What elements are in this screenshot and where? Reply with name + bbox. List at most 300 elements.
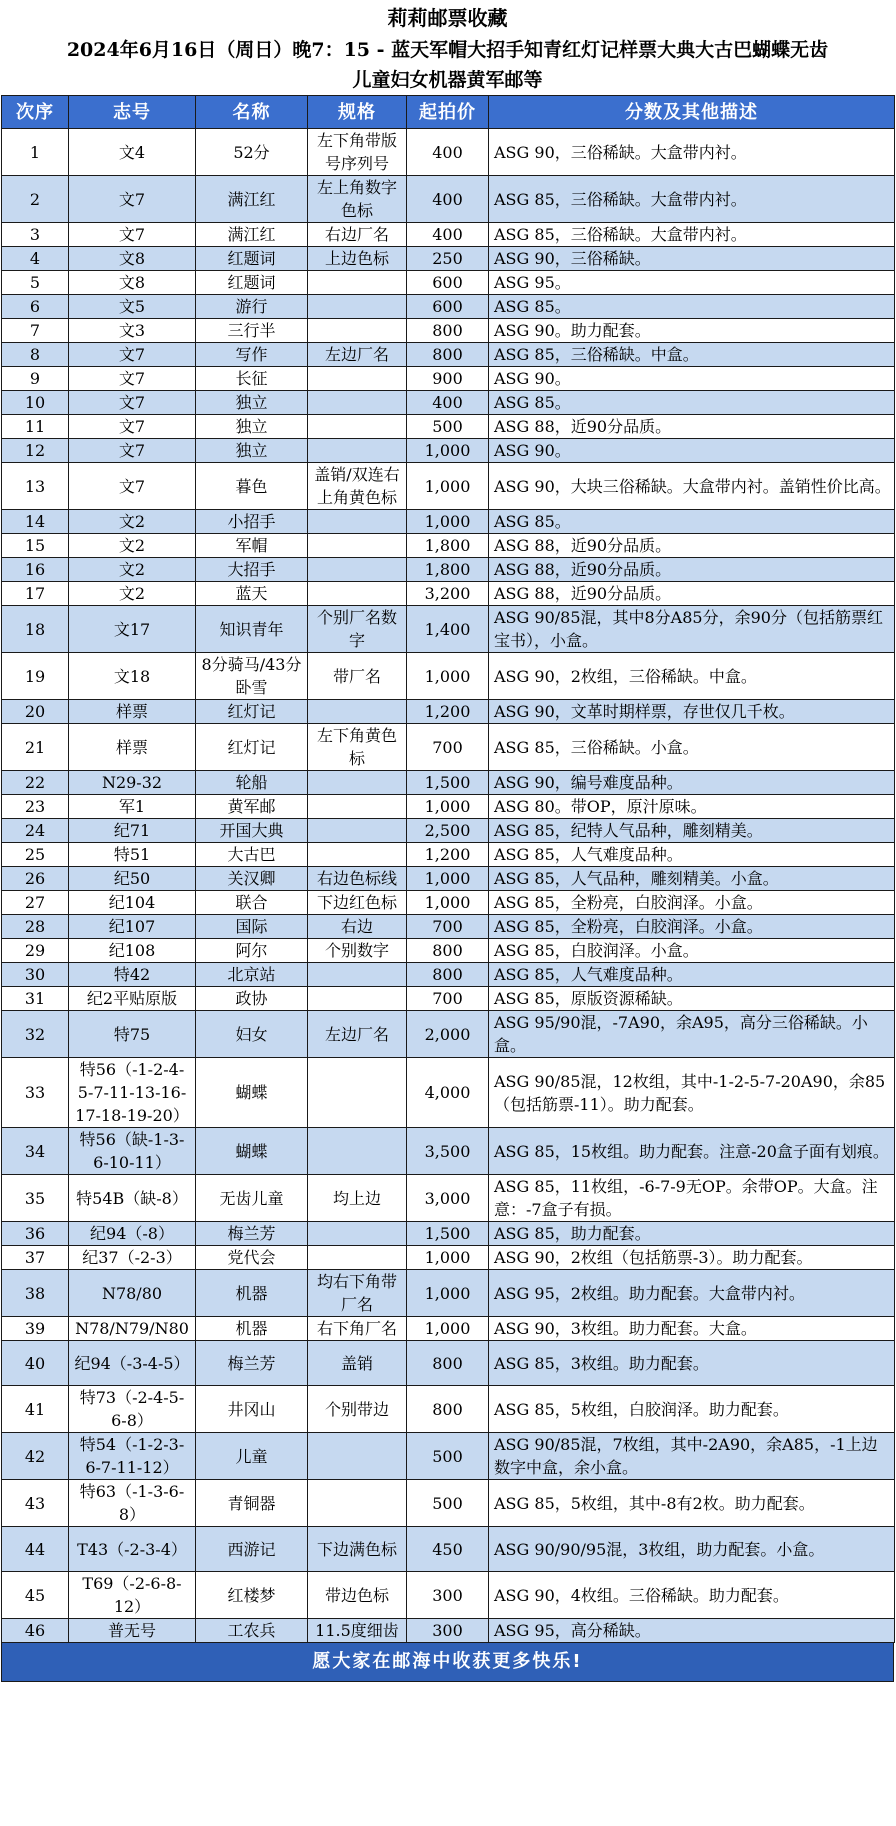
cell-description: ASG 95/90混，-7A90，余A95，高分三俗稀缺。小盒。 — [489, 1011, 895, 1058]
table-row — [2, 606, 895, 653]
cell-description: ASG 85，人气品种，雕刻精美。小盒。 — [489, 867, 895, 891]
cell-catalog-no: 特56（-1-2-4-5-7-11-13-16-17-18-19-20） — [69, 1058, 196, 1128]
cell-spec — [308, 319, 407, 343]
cell-catalog-no: 文7 — [69, 343, 196, 367]
cell-order: 14 — [2, 510, 69, 534]
cell-catalog-no: 特51 — [69, 843, 196, 867]
cell-order: 20 — [2, 700, 69, 724]
table-row — [2, 415, 895, 439]
cell-spec: 左上角数字色标 — [308, 176, 407, 223]
cell-catalog-no: N78/N79/N80 — [69, 1317, 196, 1341]
cell-name: 开国大典 — [196, 819, 308, 843]
table-row — [2, 439, 895, 463]
cell-description: ASG 85，三俗稀缺。大盒带内衬。 — [489, 223, 895, 247]
cell-start-price: 300 — [407, 1572, 489, 1619]
cell-name: 独立 — [196, 439, 308, 463]
table-row — [2, 724, 895, 771]
cell-start-price: 1,000 — [407, 463, 489, 510]
cell-description: ASG 88，近90分品质。 — [489, 582, 895, 606]
cell-order: 25 — [2, 843, 69, 867]
table-row — [2, 1527, 895, 1572]
cell-order: 12 — [2, 439, 69, 463]
cell-start-price: 600 — [407, 295, 489, 319]
cell-order: 23 — [2, 795, 69, 819]
cell-description: ASG 85，人气难度品种。 — [489, 843, 895, 867]
cell-name: 大古巴 — [196, 843, 308, 867]
cell-name: 蝴蝶 — [196, 1058, 308, 1128]
cell-start-price: 500 — [407, 1433, 489, 1480]
table-row — [2, 1317, 895, 1341]
cell-start-price: 4,000 — [407, 1058, 489, 1128]
cell-description: ASG 85，全粉亮，白胶润泽。小盒。 — [489, 891, 895, 915]
cell-description: ASG 90/85混，12枚组，其中-1-2-5-7-20A90，余85（包括筋票-11）。助力配套。 — [489, 1058, 895, 1128]
cell-spec: 左边厂名 — [308, 343, 407, 367]
cell-name: 暮色 — [196, 463, 308, 510]
cell-description: ASG 90/85混，其中8分A85分，余90分（包括筋票红宝书），小盒。 — [489, 606, 895, 653]
cell-start-price: 800 — [407, 319, 489, 343]
cell-description: ASG 90/90/95混，3枚组，助力配套。小盒。 — [489, 1527, 895, 1572]
cell-start-price: 1,200 — [407, 700, 489, 724]
cell-name: 知识青年 — [196, 606, 308, 653]
cell-catalog-no: 文2 — [69, 534, 196, 558]
cell-catalog-no: 文8 — [69, 271, 196, 295]
cell-order: 38 — [2, 1270, 69, 1317]
cell-name: 红楼梦 — [196, 1572, 308, 1619]
cell-name: 梅兰芳 — [196, 1341, 308, 1386]
cell-start-price: 700 — [407, 724, 489, 771]
cell-spec: 11.5度细齿 — [308, 1619, 407, 1643]
cell-spec — [308, 367, 407, 391]
cell-order: 37 — [2, 1246, 69, 1270]
cell-description: ASG 90，2枚组，三俗稀缺。中盒。 — [489, 653, 895, 700]
cell-description: ASG 90，三俗稀缺。大盒带内衬。 — [489, 129, 895, 176]
cell-order: 39 — [2, 1317, 69, 1341]
cell-name: 机器 — [196, 1317, 308, 1341]
cell-spec: 个别厂名数字 — [308, 606, 407, 653]
cell-description: ASG 90，4枚组。三俗稀缺。助力配套。 — [489, 1572, 895, 1619]
cell-name: 大招手 — [196, 558, 308, 582]
table-row — [2, 819, 895, 843]
cell-description: ASG 85，原版资源稀缺。 — [489, 987, 895, 1011]
table-row — [2, 653, 895, 700]
cell-order: 44 — [2, 1527, 69, 1572]
cell-description: ASG 85，5枚组，其中-8有2枚。助力配套。 — [489, 1480, 895, 1527]
cell-spec: 盖销 — [308, 1341, 407, 1386]
cell-description: ASG 90，文革时期样票，存世仅几千枚。 — [489, 700, 895, 724]
cell-name: 红题词 — [196, 247, 308, 271]
footer-banner: 愿大家在邮海中收获更多快乐! — [1, 1643, 894, 1682]
cell-spec — [308, 1058, 407, 1128]
cell-name: 儿童 — [196, 1433, 308, 1480]
cell-description: ASG 90，2枚组（包括筋票-3）。助力配套。 — [489, 1246, 895, 1270]
cell-spec — [308, 1246, 407, 1270]
cell-start-price: 500 — [407, 1480, 489, 1527]
table-row — [2, 247, 895, 271]
cell-spec — [308, 819, 407, 843]
cell-catalog-no: 文17 — [69, 606, 196, 653]
cell-catalog-no: 文7 — [69, 176, 196, 223]
cell-catalog-no: 样票 — [69, 700, 196, 724]
cell-order: 6 — [2, 295, 69, 319]
table-header-row — [2, 96, 895, 129]
cell-name: 独立 — [196, 391, 308, 415]
table-row — [2, 1433, 895, 1480]
cell-order: 40 — [2, 1341, 69, 1386]
cell-catalog-no: 文3 — [69, 319, 196, 343]
table-row — [2, 963, 895, 987]
cell-name: 梅兰芳 — [196, 1222, 308, 1246]
cell-catalog-no: 文7 — [69, 415, 196, 439]
cell-catalog-no: 文2 — [69, 582, 196, 606]
cell-start-price: 500 — [407, 415, 489, 439]
cell-name: 政协 — [196, 987, 308, 1011]
cell-spec — [308, 795, 407, 819]
cell-spec: 盖销/双连右上角黄色标 — [308, 463, 407, 510]
cell-catalog-no: 纪104 — [69, 891, 196, 915]
cell-spec — [308, 534, 407, 558]
cell-name: 西游记 — [196, 1527, 308, 1572]
cell-start-price: 2,000 — [407, 1011, 489, 1058]
cell-order: 17 — [2, 582, 69, 606]
cell-catalog-no: 特56（缺-1-3-6-10-11） — [69, 1128, 196, 1175]
cell-order: 22 — [2, 771, 69, 795]
cell-catalog-no: 文2 — [69, 558, 196, 582]
cell-spec — [308, 582, 407, 606]
table-row — [2, 510, 895, 534]
cell-description: ASG 85，三俗稀缺。大盒带内衬。 — [489, 176, 895, 223]
cell-description: ASG 85，人气难度品种。 — [489, 963, 895, 987]
cell-spec — [308, 271, 407, 295]
table-row — [2, 534, 895, 558]
cell-description: ASG 85，15枚组。助力配套。注意-20盒子面有划痕。 — [489, 1128, 895, 1175]
cell-order: 5 — [2, 271, 69, 295]
cell-description: ASG 90，大块三俗稀缺。大盒带内衬。盖销性价比高。 — [489, 463, 895, 510]
cell-order: 10 — [2, 391, 69, 415]
table-row — [2, 319, 895, 343]
cell-name: 小招手 — [196, 510, 308, 534]
cell-start-price: 1,000 — [407, 439, 489, 463]
cell-catalog-no: 纪108 — [69, 939, 196, 963]
cell-description: ASG 85，三俗稀缺。中盒。 — [489, 343, 895, 367]
cell-name: 红灯记 — [196, 700, 308, 724]
cell-order: 11 — [2, 415, 69, 439]
cell-spec: 均右下角带厂名 — [308, 1270, 407, 1317]
cell-description: ASG 85，白胶润泽。小盒。 — [489, 939, 895, 963]
table-row — [2, 939, 895, 963]
cell-start-price: 3,000 — [407, 1175, 489, 1222]
cell-name: 独立 — [196, 415, 308, 439]
cell-order: 13 — [2, 463, 69, 510]
cell-catalog-no: 文2 — [69, 510, 196, 534]
cell-start-price: 1,000 — [407, 891, 489, 915]
cell-spec — [308, 843, 407, 867]
cell-name: 写作 — [196, 343, 308, 367]
table-row — [2, 700, 895, 724]
cell-order: 45 — [2, 1572, 69, 1619]
header-name: 名称 — [196, 96, 308, 129]
cell-name: 黄军邮 — [196, 795, 308, 819]
cell-catalog-no: 文7 — [69, 367, 196, 391]
cell-start-price: 400 — [407, 223, 489, 247]
table-row — [2, 1270, 895, 1317]
cell-spec: 带边色标 — [308, 1572, 407, 1619]
cell-order: 31 — [2, 987, 69, 1011]
cell-name: 三行半 — [196, 319, 308, 343]
table-row — [2, 558, 895, 582]
cell-description: ASG 88，近90分品质。 — [489, 415, 895, 439]
cell-order: 36 — [2, 1222, 69, 1246]
cell-order: 21 — [2, 724, 69, 771]
cell-spec — [308, 1128, 407, 1175]
cell-spec — [308, 700, 407, 724]
cell-name: 无齿儿童 — [196, 1175, 308, 1222]
cell-catalog-no: 特54（-1-2-3-6-7-11-12） — [69, 1433, 196, 1480]
cell-catalog-no: 纪2平贴原版 — [69, 987, 196, 1011]
cell-description: ASG 85，5枚组，白胶润泽。助力配套。 — [489, 1386, 895, 1433]
cell-name: 机器 — [196, 1270, 308, 1317]
table-row — [2, 1011, 895, 1058]
cell-spec: 左下角黄色标 — [308, 724, 407, 771]
cell-spec — [308, 1222, 407, 1246]
cell-order: 4 — [2, 247, 69, 271]
cell-spec: 右边色标线 — [308, 867, 407, 891]
table-row — [2, 1572, 895, 1619]
cell-name: 联合 — [196, 891, 308, 915]
cell-start-price: 3,200 — [407, 582, 489, 606]
cell-catalog-no: 特73（-2-4-5-6-8） — [69, 1386, 196, 1433]
cell-spec: 左边厂名 — [308, 1011, 407, 1058]
cell-order: 30 — [2, 963, 69, 987]
cell-start-price: 250 — [407, 247, 489, 271]
cell-description: ASG 90。助力配套。 — [489, 319, 895, 343]
cell-order: 7 — [2, 319, 69, 343]
cell-name: 阿尔 — [196, 939, 308, 963]
cell-description: ASG 85。 — [489, 295, 895, 319]
cell-catalog-no: N29-32 — [69, 771, 196, 795]
cell-description: ASG 90。 — [489, 439, 895, 463]
cell-catalog-no: 纪107 — [69, 915, 196, 939]
table-row — [2, 1480, 895, 1527]
cell-order: 15 — [2, 534, 69, 558]
cell-order: 24 — [2, 819, 69, 843]
cell-spec — [308, 1480, 407, 1527]
cell-catalog-no: 纪94（-3-4-5） — [69, 1341, 196, 1386]
cell-start-price: 700 — [407, 987, 489, 1011]
table-row — [2, 343, 895, 367]
cell-start-price: 1,400 — [407, 606, 489, 653]
cell-spec: 右下角厂名 — [308, 1317, 407, 1341]
table-row — [2, 1386, 895, 1433]
cell-name: 8分骑马/43分卧雪 — [196, 653, 308, 700]
cell-start-price: 450 — [407, 1527, 489, 1572]
cell-catalog-no: 特75 — [69, 1011, 196, 1058]
cell-catalog-no: 普无号 — [69, 1619, 196, 1643]
table-row — [2, 1222, 895, 1246]
cell-start-price: 3,500 — [407, 1128, 489, 1175]
header-order: 次序 — [2, 96, 69, 129]
cell-start-price: 800 — [407, 343, 489, 367]
table-row — [2, 891, 895, 915]
table-row — [2, 867, 895, 891]
cell-name: 蝴蝶 — [196, 1128, 308, 1175]
cell-name: 军帽 — [196, 534, 308, 558]
cell-catalog-no: 特63（-1-3-6-8） — [69, 1480, 196, 1527]
cell-name: 妇女 — [196, 1011, 308, 1058]
table-row — [2, 1246, 895, 1270]
cell-catalog-no: T43（-2-3-4） — [69, 1527, 196, 1572]
cell-start-price: 1,000 — [407, 1317, 489, 1341]
cell-name: 红题词 — [196, 271, 308, 295]
cell-start-price: 1,500 — [407, 771, 489, 795]
cell-name: 北京站 — [196, 963, 308, 987]
cell-catalog-no: 文7 — [69, 463, 196, 510]
sheet-title: 莉莉邮票收藏 — [1, 1, 894, 35]
cell-order: 26 — [2, 867, 69, 891]
cell-name: 52分 — [196, 129, 308, 176]
cell-name: 关汉卿 — [196, 867, 308, 891]
cell-description: ASG 85。 — [489, 391, 895, 415]
cell-description: ASG 85，11枚组，-6-7-9无OP。余带OP。大盒。注意：-7盒子有损。 — [489, 1175, 895, 1222]
cell-spec — [308, 987, 407, 1011]
table-row — [2, 129, 895, 176]
cell-name: 红灯记 — [196, 724, 308, 771]
cell-spec — [308, 439, 407, 463]
sheet-subtitle-line2: 儿童妇女机器黄军邮等 — [1, 65, 894, 95]
cell-start-price: 1,000 — [407, 510, 489, 534]
header-spec: 规格 — [308, 96, 407, 129]
cell-start-price: 1,000 — [407, 1246, 489, 1270]
cell-description: ASG 95。 — [489, 271, 895, 295]
cell-order: 35 — [2, 1175, 69, 1222]
cell-description: ASG 88，近90分品质。 — [489, 534, 895, 558]
cell-start-price: 800 — [407, 963, 489, 987]
cell-order: 18 — [2, 606, 69, 653]
auction-sheet — [1, 1, 894, 1682]
table-row — [2, 771, 895, 795]
cell-start-price: 900 — [407, 367, 489, 391]
cell-catalog-no: N78/80 — [69, 1270, 196, 1317]
table-row — [2, 915, 895, 939]
cell-spec — [308, 295, 407, 319]
cell-description: ASG 90，3枚组。助力配套。大盒。 — [489, 1317, 895, 1341]
cell-spec — [308, 510, 407, 534]
cell-description: ASG 90。 — [489, 367, 895, 391]
cell-start-price: 1,000 — [407, 867, 489, 891]
cell-spec — [308, 963, 407, 987]
cell-order: 43 — [2, 1480, 69, 1527]
table-row — [2, 271, 895, 295]
table-row — [2, 295, 895, 319]
cell-name: 国际 — [196, 915, 308, 939]
cell-catalog-no: 样票 — [69, 724, 196, 771]
table-row — [2, 463, 895, 510]
cell-spec — [308, 415, 407, 439]
table-row — [2, 223, 895, 247]
cell-name: 轮船 — [196, 771, 308, 795]
cell-start-price: 700 — [407, 915, 489, 939]
header-catalog-no: 志号 — [69, 96, 196, 129]
lot-table — [1, 95, 895, 1643]
cell-catalog-no: 纪71 — [69, 819, 196, 843]
cell-description: ASG 90/85混，7枚组，其中-2A90，余A85，-1上边数字中盒，余小盒。 — [489, 1433, 895, 1480]
cell-order: 9 — [2, 367, 69, 391]
cell-order: 19 — [2, 653, 69, 700]
cell-spec: 上边色标 — [308, 247, 407, 271]
cell-order: 32 — [2, 1011, 69, 1058]
cell-start-price: 800 — [407, 1341, 489, 1386]
cell-spec — [308, 771, 407, 795]
cell-description: ASG 85。 — [489, 510, 895, 534]
cell-start-price: 1,200 — [407, 843, 489, 867]
cell-spec — [308, 391, 407, 415]
cell-order: 41 — [2, 1386, 69, 1433]
header-description: 分数及其他描述 — [489, 96, 895, 129]
cell-spec: 带厂名 — [308, 653, 407, 700]
cell-catalog-no: 军1 — [69, 795, 196, 819]
table-row — [2, 176, 895, 223]
cell-order: 29 — [2, 939, 69, 963]
cell-description: ASG 95，2枚组。助力配套。大盒带内衬。 — [489, 1270, 895, 1317]
cell-catalog-no: 文4 — [69, 129, 196, 176]
cell-spec: 个别数字 — [308, 939, 407, 963]
cell-catalog-no: 文5 — [69, 295, 196, 319]
cell-catalog-no: 文7 — [69, 223, 196, 247]
table-row — [2, 1128, 895, 1175]
cell-catalog-no: 特42 — [69, 963, 196, 987]
cell-start-price: 1,800 — [407, 558, 489, 582]
cell-name: 满江红 — [196, 223, 308, 247]
cell-catalog-no: T69（-2-6-8-12） — [69, 1572, 196, 1619]
cell-description: ASG 85，助力配套。 — [489, 1222, 895, 1246]
cell-catalog-no: 文18 — [69, 653, 196, 700]
sheet-subtitle-line1: 2024年6月16日（周日）晚7：15 - 蓝天军帽大招手知青红灯记样票大典大古巴蝴蝶无齿 — [1, 35, 894, 65]
cell-order: 34 — [2, 1128, 69, 1175]
cell-name: 青铜器 — [196, 1480, 308, 1527]
cell-spec: 均上边 — [308, 1175, 407, 1222]
cell-description: ASG 90，编号难度品种。 — [489, 771, 895, 795]
cell-name: 井冈山 — [196, 1386, 308, 1433]
cell-start-price: 400 — [407, 391, 489, 415]
cell-catalog-no: 文8 — [69, 247, 196, 271]
cell-description: ASG 95，高分稀缺。 — [489, 1619, 895, 1643]
cell-order: 28 — [2, 915, 69, 939]
cell-order: 1 — [2, 129, 69, 176]
cell-order: 2 — [2, 176, 69, 223]
cell-catalog-no: 特54B（缺-8） — [69, 1175, 196, 1222]
cell-start-price: 400 — [407, 129, 489, 176]
cell-spec — [308, 558, 407, 582]
table-row — [2, 367, 895, 391]
cell-start-price: 1,000 — [407, 795, 489, 819]
cell-catalog-no: 文7 — [69, 391, 196, 415]
cell-spec: 下边红色标 — [308, 891, 407, 915]
table-row — [2, 1341, 895, 1386]
table-row — [2, 582, 895, 606]
cell-start-price: 1,000 — [407, 1270, 489, 1317]
table-row — [2, 987, 895, 1011]
cell-order: 8 — [2, 343, 69, 367]
cell-description: ASG 90，三俗稀缺。 — [489, 247, 895, 271]
cell-description: ASG 85，3枚组。助力配套。 — [489, 1341, 895, 1386]
cell-name: 游行 — [196, 295, 308, 319]
cell-description: ASG 88，近90分品质。 — [489, 558, 895, 582]
cell-catalog-no: 纪50 — [69, 867, 196, 891]
cell-name: 蓝天 — [196, 582, 308, 606]
cell-start-price: 1,800 — [407, 534, 489, 558]
cell-name: 长征 — [196, 367, 308, 391]
cell-spec: 右边 — [308, 915, 407, 939]
cell-order: 27 — [2, 891, 69, 915]
